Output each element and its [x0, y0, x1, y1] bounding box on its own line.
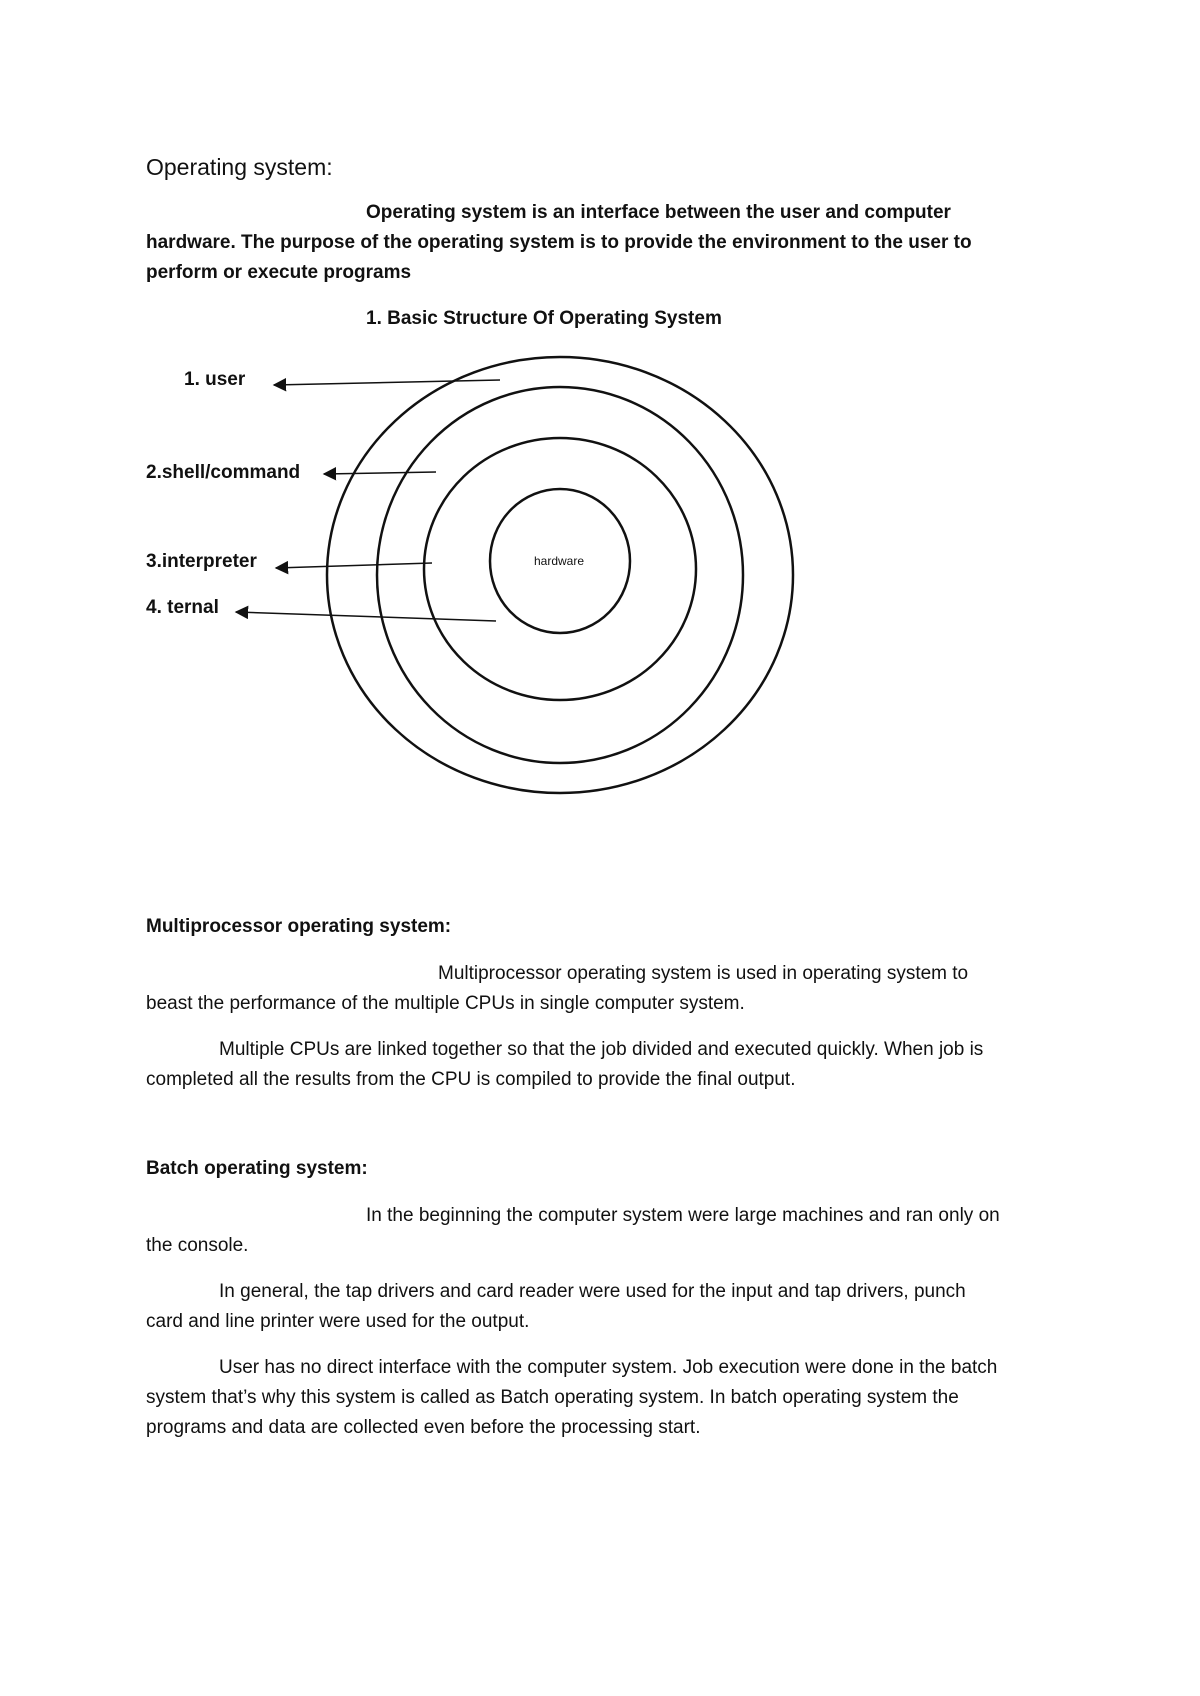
- multiprocessor-p1-line-1: Multiprocessor operating system is used in operating system to: [438, 963, 969, 984]
- multiprocessor-p2-line-1: Multiple CPUs are linked together so that the job divided and executed quickly. When job is: [219, 1039, 984, 1060]
- label-hardware: hardware: [534, 554, 585, 568]
- label-user: 1. user: [184, 369, 246, 390]
- multiprocessor-p2-line-2: completed all the results from the CPU is compiled to provide the final output.: [146, 1069, 796, 1090]
- ring-interpreter: [424, 438, 696, 700]
- arrow-interpreter: [276, 563, 432, 568]
- ring-hardware: [490, 489, 630, 633]
- batch-p1-line-2: the console.: [146, 1235, 249, 1256]
- multiprocessor-heading: Multiprocessor operating system:: [146, 916, 452, 937]
- multiprocessor-p1-line-2: beast the performance of the multiple CPUs in single computer system.: [146, 993, 745, 1014]
- intro-line-3: perform or execute programs: [146, 262, 412, 283]
- label-shell-command: 2.shell/command: [146, 462, 301, 483]
- batch-p2-line-2: card and line printer were used for the output.: [146, 1311, 530, 1332]
- batch-p3-line-1: User has no direct interface with the computer system. Job execution were done in the batch: [219, 1357, 998, 1378]
- structure-heading: 1. Basic Structure Of Operating System: [366, 308, 722, 329]
- label-interpreter: 3.interpreter: [146, 551, 257, 572]
- batch-p3-line-3: programs and data are collected even before the processing start.: [146, 1417, 701, 1438]
- arrow-ternal: [236, 612, 496, 621]
- intro-line-2: hardware. The purpose of the operating system is to provide the environment to the user to: [146, 232, 972, 253]
- arrow-user: [274, 380, 500, 385]
- page-title: Operating system:: [146, 154, 333, 180]
- batch-p1-line-1: In the beginning the computer system were large machines and ran only on: [366, 1205, 1000, 1226]
- label-ternal: 4. ternal: [146, 597, 219, 618]
- batch-p3-line-2: system that’s why this system is called as Batch operating system. In batch operating system the: [146, 1387, 959, 1408]
- batch-p2-line-1: In general, the tap drivers and card reader were used for the input and tap drivers, punch: [219, 1281, 966, 1302]
- arrow-shell-command: [324, 472, 436, 474]
- batch-heading: Batch operating system:: [146, 1158, 368, 1179]
- intro-line-1: Operating system is an interface between the user and computer: [366, 202, 951, 223]
- ring-shell: [377, 387, 743, 763]
- ring-user: [327, 357, 793, 793]
